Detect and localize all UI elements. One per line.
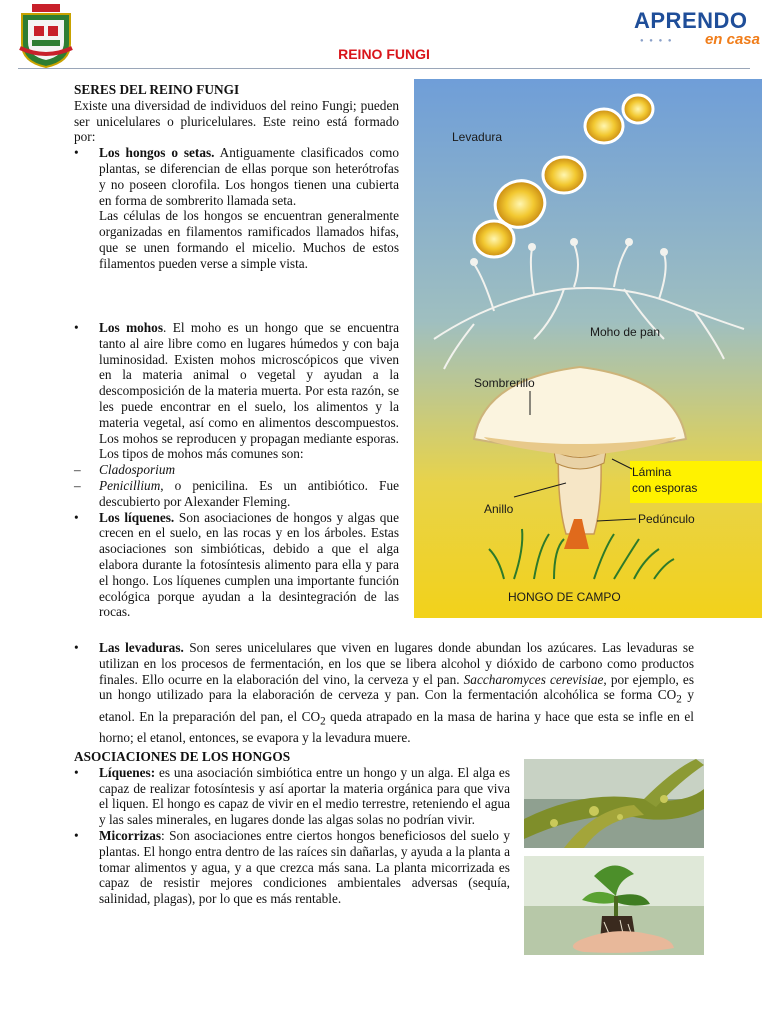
section-levaduras (74, 640, 694, 746)
label-hongo-de-campo: HONGO DE CAMPO (508, 590, 621, 604)
text-mohos: . El moho es un hongo que se encuentra tanto al aire libre como en lugares húmedos y con baja luminosidad. Existen mohos microscópicos que viven en la materia animal o vegetal y ayudan a la descomposición de la materia muerta. Por esta razón, se les puede encontrar en el suelo, los alimentos y la materia vegetal, así como en alimentos descompuestos. Los mohos se reproducen y propagan mediante esporas. Los tipos de mohos más comunes son: (99, 320, 399, 462)
term-mohos: Los mohos (99, 320, 164, 335)
mold-type-name: Cladosporium (99, 462, 176, 478)
label-con-esporas: con esporas (632, 481, 698, 495)
heading-seres: SERES DEL REINO FUNGI (74, 82, 240, 97)
subscript: 2 (320, 715, 326, 728)
section-mohos (74, 320, 399, 620)
logo-text-en-casa: en casa (704, 31, 760, 48)
bullet-dot: • (74, 320, 79, 335)
bullet-dot: • (74, 640, 79, 655)
label-levadura: Levadura (452, 130, 503, 144)
lichen-photo (524, 759, 704, 848)
heading-asociaciones: ASOCIACIONES DE LOS HONGOS (74, 749, 291, 764)
intro-paragraph: Existe una diversidad de individuos del reino Fungi; pueden ser unicelulares o pluricelulares. Este reino está formado por: (74, 97, 399, 145)
text-hongos-cells: Las células de los hongos se encuentran generalmente organizadas en filamentos ramificados llamados hifas, que se unen formando el micelio. Muchos de estos filamentos pueden verse a simple vista. (99, 208, 399, 271)
bullet-mohos (74, 320, 399, 462)
dash-penicillium (74, 478, 399, 510)
label-sombrerillo: Sombrerillo (474, 376, 535, 390)
bullet-dot: • (74, 827, 79, 843)
text-hongos: Antiguamente clasificados como plantas, se diferencian de ellas porque son heterótrofas y no poseen clorofila. Los hongos tienen una cubierta en forma de sombrerito llamada seta. (99, 145, 399, 208)
mold-type-text: , o penicilina. Es un antibiótico. Fue descubierto por Alexander Fleming. (99, 477, 399, 509)
text-levaduras-3: y etanol. En la preparación del pan, el CO (99, 687, 694, 724)
dash-cladosporium (74, 462, 399, 478)
aprendo-en-casa-logo (634, 10, 764, 50)
species-name: Saccharomyces cerevisiae (463, 671, 604, 687)
text-asoc: : Son asociaciones entre ciertos hongos beneficiosos del suelo y plantas. El hongo entra dentro de las raíces sin dañarlas, y ayuda a la planta a tomar alimentos y agua, y a que crezca más sana. La planta micorrizada es capaz de resistir mejores condiciones ambientales adversas (sequía, salinidad, plagas), por lo que es más rentable. (99, 827, 510, 907)
text-liquenes: Son asociaciones de hongos y algas que crecen en el suelo, en las rocas y en los árboles. Estas asociaciones son simbióticas, debido a que el alga elabora durante la fotosíntesis alimento para ella y para el hongo. Los líquenes cumplen una importante función ecológica porque ayudan a la desintegración de las rocas. (99, 509, 399, 620)
term-levaduras: Las levaduras. (99, 640, 184, 655)
bullet-liquenes (74, 510, 399, 621)
bullet-dash: – (74, 462, 81, 478)
logo-text-aprendo: APRENDO (634, 8, 748, 33)
label-moho-de-pan: Moho de pan (590, 325, 661, 339)
bullet-dot: • (74, 509, 79, 525)
subscript: 2 (676, 694, 682, 707)
text-levaduras-4: queda atrapado en la masa de harina y hace que esta se infle en el horno; el etanol, entonces, se evapora y la levadura muere. (99, 708, 694, 746)
bullet-dot: • (74, 145, 79, 161)
fungi-illustration (414, 79, 762, 618)
term-asoc: Líquenes: (99, 764, 156, 780)
header-divider (18, 68, 750, 69)
page-title: REINO FUNGI (338, 46, 430, 62)
section-seres (74, 82, 399, 272)
text-levaduras: Son seres unicelulares que viven en lugares donde abundan los azúcares. Las levaduras se utilizan en los procesos de fermentación, en los que se libera alcohol y dióxido de carbono como productos finales. Ello ocurre en la elaboración del vino, la cerveza y el pan. (99, 640, 694, 687)
text-levaduras-2: , por ejemplo, es un hongo utilizado para la elaboración de cerveza y pan. Con la fermentación alcohólica se forma CO (99, 671, 695, 703)
bullet-asoc-liquenes (74, 765, 510, 828)
text-asoc: es una asociación simbiótica entre un hongo y un alga. El alga es capaz de realizar fotosíntesis y así aportar la materia orgánica para que viva el liquen. El hongo es capaz de vivir en el medio terrestre, reteniendo el agua y las sales minerales, en lugares donde las algas solas no podrían vivir. (99, 764, 510, 828)
mycorrhiza-photo (524, 856, 704, 955)
bullet-dot: • (74, 764, 79, 780)
bullet-dash: – (74, 477, 81, 493)
bullet-levaduras (74, 640, 694, 746)
section-asociaciones (74, 749, 510, 907)
bullet-hongos (74, 145, 399, 271)
term-asoc: Micorrizas (99, 827, 162, 843)
label-anillo: Anillo (484, 502, 514, 516)
logo-dots: ● ● ● ● (640, 38, 674, 44)
term-hongos: Los hongos o setas. (99, 145, 215, 161)
mold-type-name: Penicillium (99, 477, 161, 493)
term-liquenes: Los líquenes. (99, 509, 175, 525)
label-peduncuo: Pedúnculo (638, 512, 695, 526)
bullet-asoc-micorrizas (74, 828, 510, 907)
label-lamina: Lámina (632, 465, 672, 479)
